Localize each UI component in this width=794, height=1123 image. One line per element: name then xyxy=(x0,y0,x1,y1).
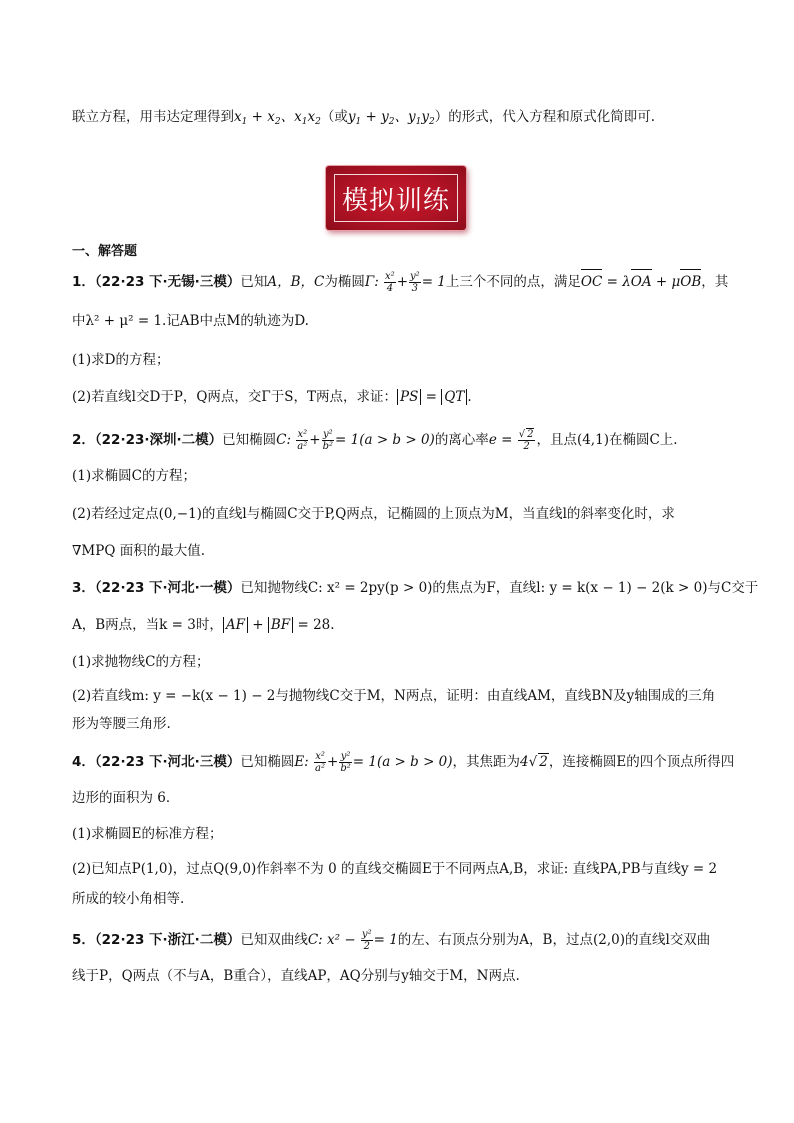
banner-title: 模拟训练 xyxy=(334,174,458,222)
question-text: 已知椭圆 xyxy=(222,432,277,448)
question-1-line-1: 1．（22·23 下·无锡·三模）已知A，B，C为椭圆Γ: $\frac{\text{x²}}{4}$ + $\frac{\text{y²}}{3}$ = 1上三个不同的点，满足OC = λOA + μOB，其 xyxy=(72,271,729,294)
formula: A，B，C xyxy=(267,274,325,290)
formula: C: $\frac{\text{x²}}{\text{a²}}$ + $\frac{\text{y²}}{\text{b²}}$ = 1(a > b > 0) xyxy=(276,429,435,452)
formula: E: $\frac{\text{x²}}{\text{a²}}$ + $\frac{\text{y²}}{\text{b²}}$ = 1(a > b > 0) xyxy=(294,751,453,774)
question-4-part-2: (2)已知点P(1,0)，过点Q(9,0)作斜率不为 0 的直线交椭圆E于不同两点A,B，求证: 直线PA,PB与直线y = 2 xyxy=(72,861,718,877)
question-text: 已知 xyxy=(240,274,268,290)
question-source: （22·23 下·河北·一模） xyxy=(94,580,241,596)
question-text: A，B两点，当k = 3时， xyxy=(72,617,223,633)
question-2-part-2: (2)若经过定点(0,−1)的直线l与椭圆C交于P,Q两点，记椭圆的上顶点为M，当直线l的斜率变化时，求 xyxy=(72,506,675,522)
question-2-part-1: (1)求椭圆C的方程； xyxy=(72,468,196,484)
question-4-part-1: (1)求椭圆E的标准方程； xyxy=(72,826,223,842)
question-text: 的左、右顶点分别为A，B，过点(2,0)的直线l交双曲 xyxy=(397,932,711,948)
intro-line xyxy=(72,106,734,133)
section-banner xyxy=(326,166,466,230)
formula: PS = QT xyxy=(397,389,467,405)
question-text: 已知椭圆 xyxy=(240,754,295,770)
question-number: 2． xyxy=(72,432,95,448)
question-text: ，其 xyxy=(701,274,729,290)
intro-text: ）的形式，代入方程和原式化简即可. xyxy=(434,109,656,125)
question-1-line-2: 中λ² + μ² = 1.记AB中点M的轨迹为D. xyxy=(72,313,309,329)
formula: e = $\frac{√ 2}{2}$ xyxy=(488,429,534,452)
formula: C: x² − $\frac{\text{y²}}{2}$ = 1 xyxy=(307,929,398,952)
question-2-line-1 xyxy=(72,429,734,452)
question-source: （22·23 下·无锡·三模） xyxy=(94,274,241,290)
formula: OC = λOA + μOB xyxy=(581,274,701,290)
question-1-part-1: (1)求D的方程； xyxy=(72,352,170,368)
question-3-part-1: (1)求抛物线C的方程； xyxy=(72,654,210,670)
question-3-part-2: (2)若直线m: y = −k(x − 1) − 2与抛物线C交于M，N两点，证明：由直线AM，直线BN及y轴围成的三角 xyxy=(72,688,716,704)
question-3-line-2 xyxy=(72,614,734,636)
question-source: （22·23·深圳·二模） xyxy=(94,432,223,448)
question-1-part-2 xyxy=(72,386,734,408)
question-text: ，且点(4,1)在椭圆C上. xyxy=(536,432,678,448)
question-4-line-1 xyxy=(72,751,734,774)
question-5-line-1 xyxy=(72,929,734,952)
question-text: 已知双曲线 xyxy=(240,932,308,948)
question-text: 上三个不同的点，满足 xyxy=(445,274,581,290)
question-3-line-1 xyxy=(72,577,759,599)
question-4-part-2-cont: 所成的较小角相等. xyxy=(72,891,185,907)
question-3-part-2-cont: 形为等腰三角形. xyxy=(72,716,171,732)
question-number: 3． xyxy=(72,580,95,596)
question-number: 5． xyxy=(72,932,95,948)
formula: Γ: $\frac{\text{x²}}{4}$ + $\frac{\text{y²}}{3}$ = 1 xyxy=(364,271,446,294)
formula: $y_1 + y_2$、$y_1y_2$ xyxy=(347,109,435,127)
question-text: . xyxy=(467,389,472,405)
question-text: ，其焦距为 xyxy=(452,754,521,770)
formula: 4√ 2 xyxy=(520,754,548,770)
question-4-line-2: 边形的面积为 6． xyxy=(72,790,180,806)
question-5-line-2: 线于P，Q两点（不与A，B重合），直线AP，AQ分别与y轴交于M，N两点. xyxy=(72,968,520,984)
formula: $x_1 + x_2$、$x_1x_2$ xyxy=(234,109,321,127)
intro-text: （或 xyxy=(320,109,348,125)
formula: AF + BF xyxy=(223,617,298,633)
section-heading: 一、解答题 xyxy=(72,244,138,259)
question-text: (2)若直线l交D于P，Q两点，交Γ于S，T两点，求证： xyxy=(72,389,398,405)
question-text: ，连接椭圆E的四个顶点所得四 xyxy=(548,754,735,770)
question-number: 4． xyxy=(72,754,95,770)
question-source: （22·23 下·浙江·二模） xyxy=(94,932,241,948)
question-text: 的离心率 xyxy=(434,432,489,448)
question-text: 已知抛物线C: x² = 2py(p > 0)的焦点为F，直线l: y = k(x − 1) − 2(k > 0)与C交于 xyxy=(240,580,759,596)
question-number: 1． xyxy=(72,274,95,290)
question-source: （22·23 下·河北·三模） xyxy=(94,754,241,770)
question-2-part-2-cont: ∇MPQ 面积的最大值. xyxy=(72,543,205,559)
question-text: = 28. xyxy=(297,617,335,633)
intro-text: 联立方程，用韦达定理得到 xyxy=(72,109,234,125)
